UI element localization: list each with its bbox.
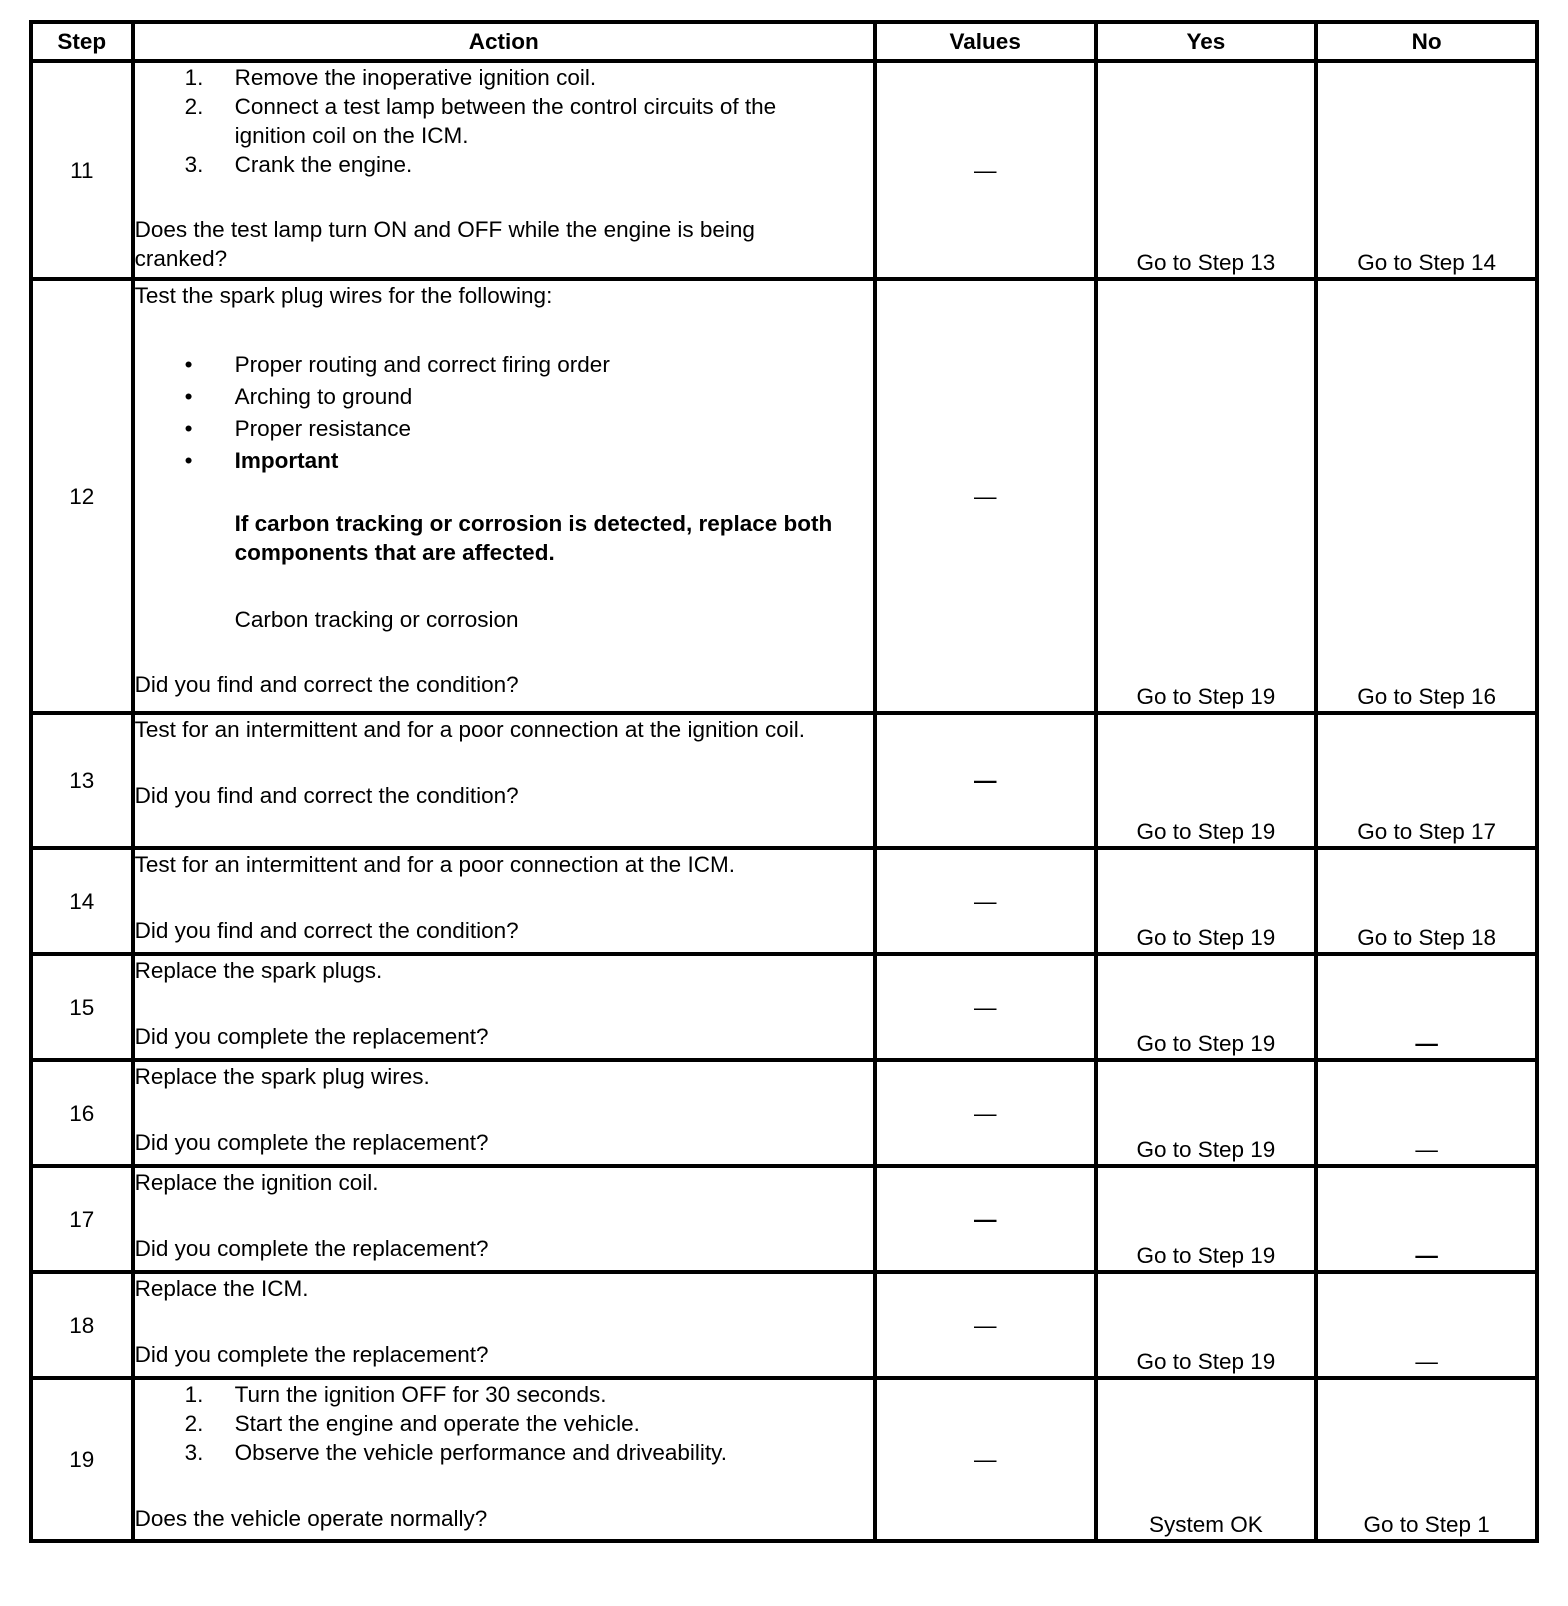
important-note: If carbon tracking or corrosion is detected, replace both components that are affected. [234,511,833,565]
table-row [31,61,1537,279]
action-question: Did you find and correct the condition? [134,672,519,697]
list-item: • Important [184,448,339,473]
header-no: No [1316,22,1537,61]
yes-cell: Go to Step 19 [1096,1060,1317,1166]
action-cell [133,1060,875,1166]
action-intro: Test for an intermittent and for a poor connection at the ICM. [134,852,735,877]
no-cell: Go to Step 17 [1316,713,1537,848]
action-intro: Replace the spark plugs. [134,958,383,983]
values-cell: — [875,279,1096,713]
action-cell [133,279,875,713]
step-number: 17 [31,1166,133,1272]
yes-cell: System OK [1096,1378,1317,1541]
values-cell: — [875,848,1096,954]
values-cell: — [875,61,1096,279]
no-cell: — [1316,954,1537,1060]
action-list [135,1380,873,1467]
step-number: 12 [31,279,133,713]
values-cell: — [875,1378,1096,1541]
no-cell: Go to Step 18 [1316,848,1537,954]
list-item: 2. Start the engine and operate the vehicle. [184,1411,640,1436]
action-question: Did you find and correct the condition? [134,783,519,808]
yes-cell: Go to Step 19 [1096,1272,1317,1378]
list-item: 2. Connect a test lamp between the control circuits of the ignition coil on the ICM. [184,94,777,148]
yes-cell: Go to Step 19 [1096,1166,1317,1272]
header-row [31,22,1537,61]
sub-item: Carbon tracking or corrosion [234,607,519,632]
table-row [31,1166,1537,1272]
list-item: 3. Observe the vehicle performance and driveability. [184,1440,727,1465]
values-cell: — [875,713,1096,848]
action-cell [133,1166,875,1272]
action-cell [133,61,875,279]
action-question: Does the vehicle operate normally? [134,1506,488,1531]
action-intro: Test for an intermittent and for a poor connection at the ignition coil. [134,717,806,742]
step-number: 11 [31,61,133,279]
action-cell [133,1272,875,1378]
action-list [135,63,873,179]
list-item: • Proper resistance [184,416,411,441]
header-values: Values [875,22,1096,61]
table-row [31,713,1537,848]
table-row [31,1272,1537,1378]
no-cell: Go to Step 1 [1316,1378,1537,1541]
list-item: • Arching to ground [184,384,413,409]
list-item: 1. Turn the ignition OFF for 30 seconds. [184,1382,607,1407]
action-bullets [135,350,873,475]
step-number: 14 [31,848,133,954]
action-cell [133,848,875,954]
values-cell: — [875,1060,1096,1166]
diagnostic-table [29,20,1539,1543]
list-item: 1. Remove the inoperative ignition coil. [184,65,597,90]
yes-cell: Go to Step 19 [1096,954,1317,1060]
action-cell [133,954,875,1060]
step-number: 13 [31,713,133,848]
values-cell: — [875,1166,1096,1272]
action-intro: Replace the spark plug wires. [134,1064,430,1089]
list-item: 3. Crank the engine. [184,152,413,177]
step-number: 15 [31,954,133,1060]
header-action: Action [133,22,875,61]
table-row [31,279,1537,713]
action-intro: Test the spark plug wires for the following: [134,283,553,308]
yes-cell: Go to Step 19 [1096,713,1317,848]
table-row [31,1378,1537,1541]
header-yes: Yes [1096,22,1317,61]
no-cell: Go to Step 14 [1316,61,1537,279]
action-question: Did you complete the replacement? [134,1236,489,1261]
step-number: 18 [31,1272,133,1378]
action-question: Does the test lamp turn ON and OFF while the engine is being cranked? [134,217,755,271]
action-cell [133,713,875,848]
no-cell: Go to Step 16 [1316,279,1537,713]
step-number: 16 [31,1060,133,1166]
no-cell: — [1316,1060,1537,1166]
values-cell: — [875,954,1096,1060]
table-row [31,1060,1537,1166]
table-row [31,954,1537,1060]
values-cell: — [875,1272,1096,1378]
action-question: Did you complete the replacement? [134,1024,489,1049]
yes-cell: Go to Step 19 [1096,279,1317,713]
yes-cell: Go to Step 19 [1096,848,1317,954]
header-step: Step [31,22,133,61]
step-number: 19 [31,1378,133,1541]
action-question: Did you complete the replacement? [134,1130,489,1155]
no-cell: — [1316,1272,1537,1378]
list-item: • Proper routing and correct firing order [184,352,610,377]
action-cell [133,1378,875,1541]
action-question: Did you complete the replacement? [134,1342,489,1367]
yes-cell: Go to Step 13 [1096,61,1317,279]
no-cell: — [1316,1166,1537,1272]
table-row [31,848,1537,954]
action-question: Did you find and correct the condition? [134,918,519,943]
action-intro: Replace the ICM. [134,1276,309,1301]
action-intro: Replace the ignition coil. [134,1170,379,1195]
